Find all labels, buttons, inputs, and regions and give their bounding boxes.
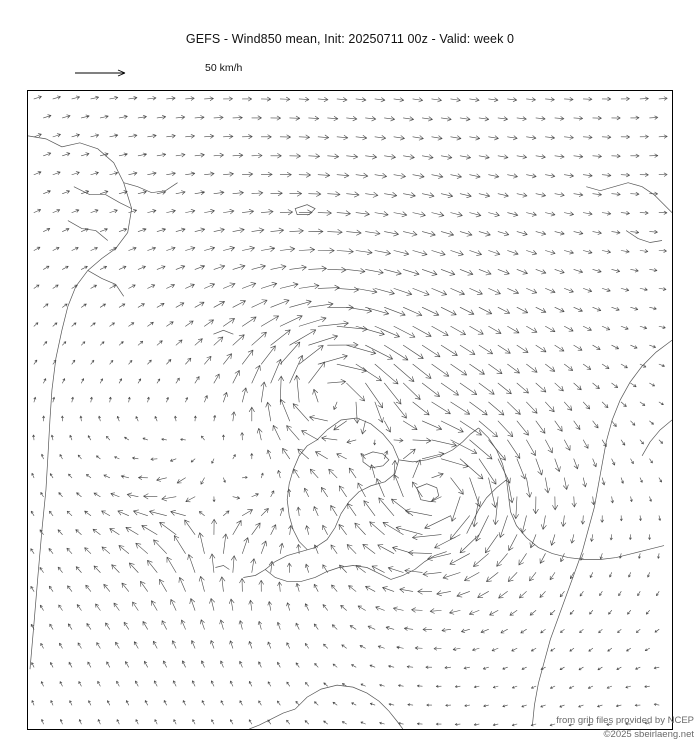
legend-scale-label: 50 km/h bbox=[205, 62, 243, 74]
page-title: GEFS - Wind850 mean, Init: 20250711 00z - Valid: week 0 bbox=[185, 32, 515, 46]
map-plot-area[interactable] bbox=[27, 90, 673, 730]
credit-copyright: ©2025 sbeirlaeng.net bbox=[603, 729, 694, 740]
coastline-layer bbox=[28, 136, 672, 729]
credit-source: from grib files provided by NCEP bbox=[556, 715, 694, 726]
legend bbox=[60, 62, 460, 86]
reference-wind-arrow-icon bbox=[75, 66, 127, 78]
wind-vector-field bbox=[28, 91, 672, 729]
